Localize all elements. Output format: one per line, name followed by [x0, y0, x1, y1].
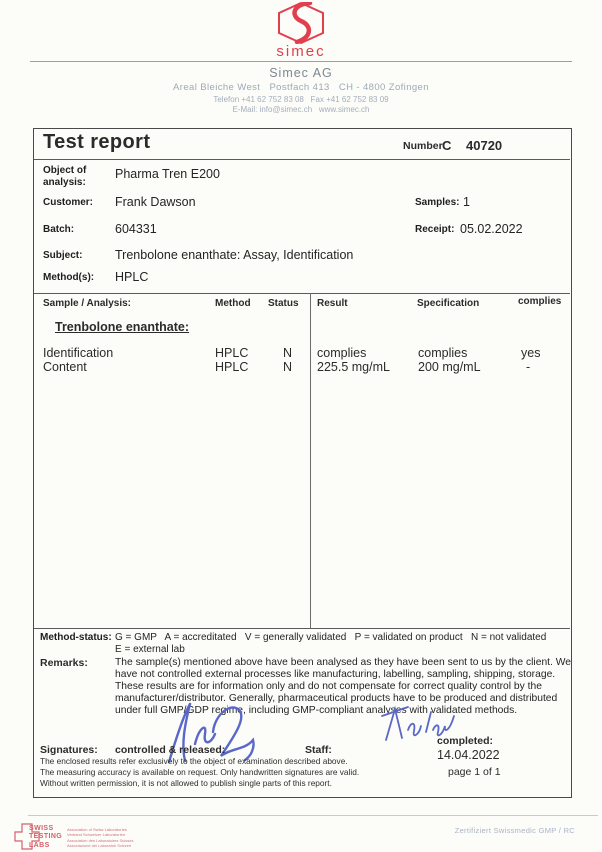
table-top-divider	[34, 293, 570, 294]
table-column-divider	[310, 293, 311, 628]
report-title: Test report	[43, 131, 151, 153]
col-header-sample: Sample / Analysis:	[43, 298, 131, 309]
page-count: page 1 of 1	[448, 766, 501, 778]
certification-note: Zertifiziert Swissmedic GMP / RC	[454, 826, 575, 835]
company-address: Areal Bleiche West Postfach 413 CH - 4800 Zofingen	[173, 82, 429, 93]
labs-association-lines	[67, 827, 133, 849]
method-status-legend-line1: G = GMP A = accreditated V = generally validated P = validated on product N = not validated	[115, 632, 547, 643]
report-number-prefix: C	[442, 138, 452, 153]
signatures-label: Signatures:	[40, 744, 98, 756]
report-number-value: 40720	[466, 138, 503, 153]
table-row-cell-method: HPLC	[215, 346, 249, 360]
field-subject-label: Subject:	[43, 250, 83, 261]
controlled-released-label: controlled & released:	[115, 744, 226, 756]
table-row-cell-analysis: Identification	[43, 346, 114, 360]
analyte-group-heading: Trenbolone enanthate:	[55, 320, 190, 334]
association-line: Association des Laboratoires Suisses	[67, 837, 134, 843]
table-row-cell-analysis: Content	[43, 360, 87, 374]
field-samples-value: 1	[463, 195, 470, 209]
table-row-cell-specification: 200 mg/mL	[418, 360, 481, 374]
company-name: Simec AG	[269, 66, 333, 80]
swiss-testing-labs-wordmark	[29, 825, 62, 850]
staff-label: Staff:	[305, 744, 332, 756]
completed-date: 14.04.2022	[437, 748, 500, 762]
association-line: Verband Schweizer Laboratorien	[67, 832, 126, 838]
method-status-label: Method-status:	[40, 632, 112, 643]
association-line: Association of Swiss Laboratories	[67, 827, 127, 832]
company-email: E-Mail: info@simec.ch www.simec.ch	[232, 105, 370, 114]
simec-wordmark: simec	[276, 43, 326, 60]
company-phone: Telefon +41 62 752 83 08 Fax +41 62 752 83 09	[213, 95, 389, 104]
labs-word-labs: LABS	[29, 841, 50, 849]
labs-word-swiss: SWISS	[29, 825, 54, 832]
field-receipt-label: Receipt:	[415, 224, 455, 235]
field-object-label: Object of analysis:	[43, 165, 87, 188]
method-status-legend-line2: E = external lab	[115, 644, 185, 655]
table-row-cell-complies: -	[526, 360, 531, 374]
field-methods-value: HPLC	[115, 270, 149, 284]
table-row-cell-result: 225.5 mg/mL	[317, 360, 390, 374]
field-subject-value: Trenbolone enanthate: Assay, Identification	[115, 248, 354, 262]
table-row-cell-status: N	[283, 346, 293, 360]
method-status-divider	[34, 628, 570, 629]
footer-divider	[28, 815, 598, 816]
field-customer-value: Frank Dawson	[115, 195, 196, 209]
simec-hexagon-logo-icon	[273, 2, 329, 44]
field-object-value: Pharma Tren E200	[115, 167, 220, 181]
field-receipt-value: 05.02.2022	[460, 222, 523, 236]
title-divider	[34, 159, 570, 160]
col-header-complies: complies	[518, 296, 562, 307]
remarks-label: Remarks:	[40, 657, 88, 669]
remarks-text: The sample(s) mentioned above have been analysed as they have been sent to us by the client. We have not controlled external processes like manufacturing, labelling, sampling, shipping, storage. These results are for information only and do not compensate for correct quality control by the manufacturer/distributor. Generally, pharmaceutical products have to be produced and distributed under full GMP/GDP regime, including GMP-compliant analyses with validated methods.	[115, 657, 572, 716]
field-methods-label: Method(s):	[43, 272, 95, 283]
col-header-status: Status	[268, 298, 299, 309]
field-customer-label: Customer:	[43, 197, 94, 208]
disclaimer-line: The enclosed results refer exclusively to the object of examination described above.	[40, 756, 348, 766]
disclaimer-line: Without written permission, it is not allowed to publish single parts of this report.	[40, 778, 332, 788]
table-row-cell-result: complies	[317, 346, 367, 360]
completed-label: completed:	[437, 735, 494, 747]
field-samples-label: Samples:	[415, 197, 460, 208]
col-header-result: Result	[317, 298, 348, 309]
field-batch-value: 604331	[115, 222, 157, 236]
header-divider	[30, 61, 572, 62]
col-header-specification: Specification	[417, 298, 480, 309]
disclaimer-line: The measuring accuracy is available on request. Only handwritten signatures are valid.	[40, 767, 360, 777]
table-row-cell-specification: complies	[418, 346, 468, 360]
table-row-cell-status: N	[283, 360, 293, 374]
labs-word-testing: TESTING	[29, 833, 63, 841]
table-row-cell-method: HPLC	[215, 360, 249, 374]
field-batch-label: Batch:	[43, 224, 75, 235]
table-row-cell-complies: yes	[521, 346, 541, 360]
col-header-method: Method	[215, 298, 251, 309]
report-number-label: Number	[403, 140, 443, 152]
association-line: Associazione dei Laboratori Svizzeri	[67, 843, 132, 849]
